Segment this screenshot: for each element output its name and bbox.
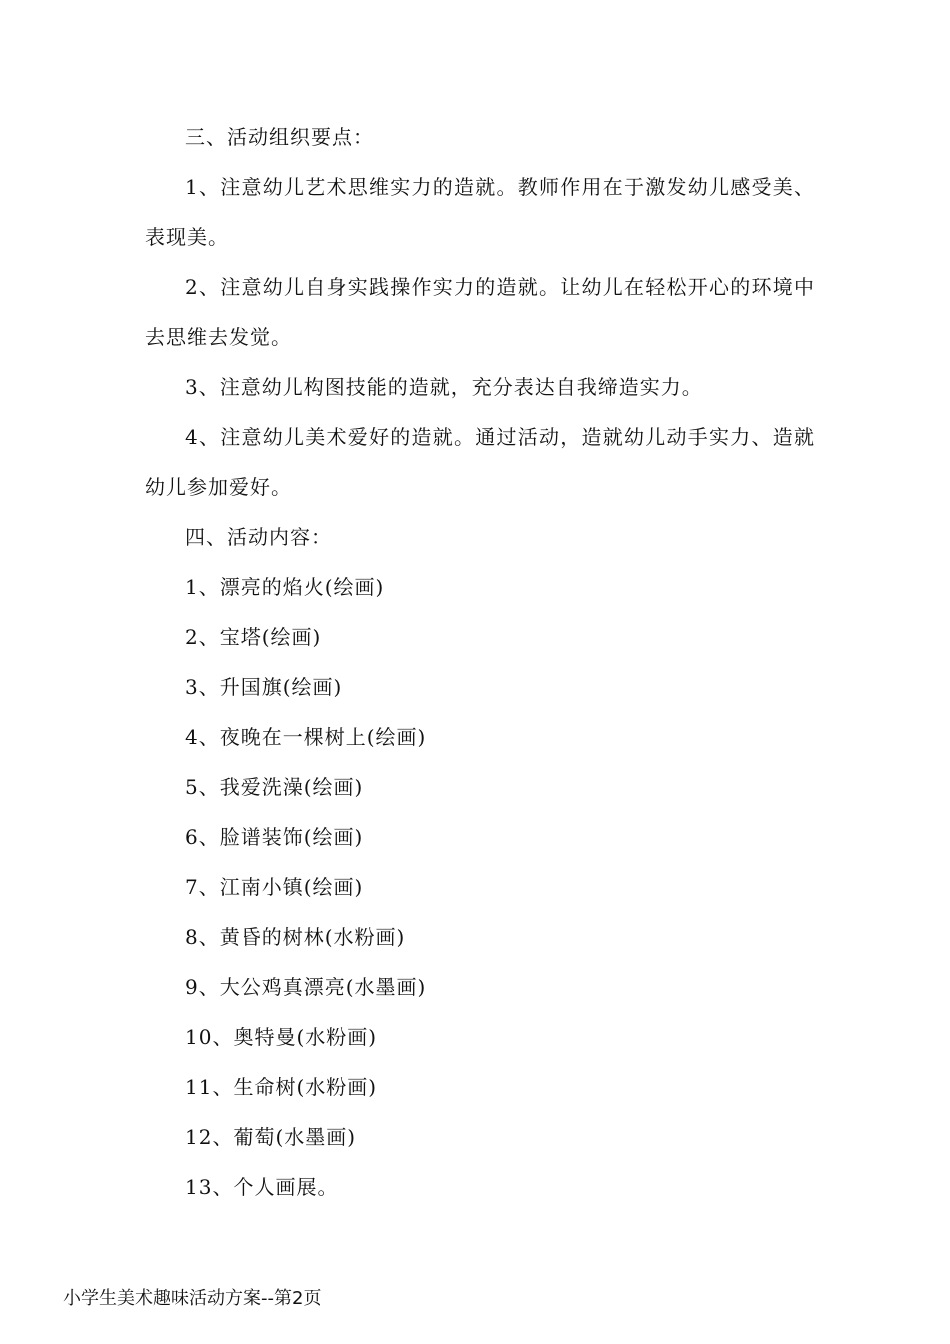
list-item: 13、个人画展。 bbox=[185, 1175, 339, 1199]
paragraph: 4、注意幼儿美术爱好的造就。通过活动，造就幼儿动手实力、造就幼儿参加爱好。 bbox=[145, 425, 815, 499]
list-item: 4、夜晚在一棵树上(绘画) bbox=[185, 725, 427, 749]
list-item: 12、葡萄(水墨画) bbox=[185, 1125, 357, 1149]
list-item: 5、我爱洗澡(绘画) bbox=[185, 775, 364, 799]
document-body bbox=[145, 112, 815, 1212]
list-item: 10、奥特曼(水粉画) bbox=[185, 1025, 378, 1049]
list-item: 2、宝塔(绘画) bbox=[185, 625, 322, 649]
list-item: 11、生命树(水粉画) bbox=[185, 1075, 378, 1099]
list-item: 3、升国旗(绘画) bbox=[185, 675, 343, 699]
list-item: 9、大公鸡真漂亮(水墨画) bbox=[185, 975, 427, 999]
page-footer: 小学生美术趣味活动方案--第2页 bbox=[63, 1288, 322, 1309]
list-item: 6、脸谱装饰(绘画) bbox=[185, 825, 364, 849]
paragraph: 3、注意幼儿构图技能的造就，充分表达自我缔造实力。 bbox=[185, 375, 703, 399]
section-heading-content: 四、活动内容： bbox=[185, 525, 332, 549]
paragraph: 1、注意幼儿艺术思维实力的造就。教师作用在于激发幼儿感受美、表现美。 bbox=[145, 175, 815, 249]
paragraph: 2、注意幼儿自身实践操作实力的造就。让幼儿在轻松开心的环境中去思维去发觉。 bbox=[145, 275, 815, 349]
section-heading-organization: 三、活动组织要点： bbox=[185, 125, 374, 149]
list-item: 7、江南小镇(绘画) bbox=[185, 875, 364, 899]
list-item: 1、漂亮的焰火(绘画) bbox=[185, 575, 385, 599]
list-item: 8、黄昏的树林(水粉画) bbox=[185, 925, 406, 949]
